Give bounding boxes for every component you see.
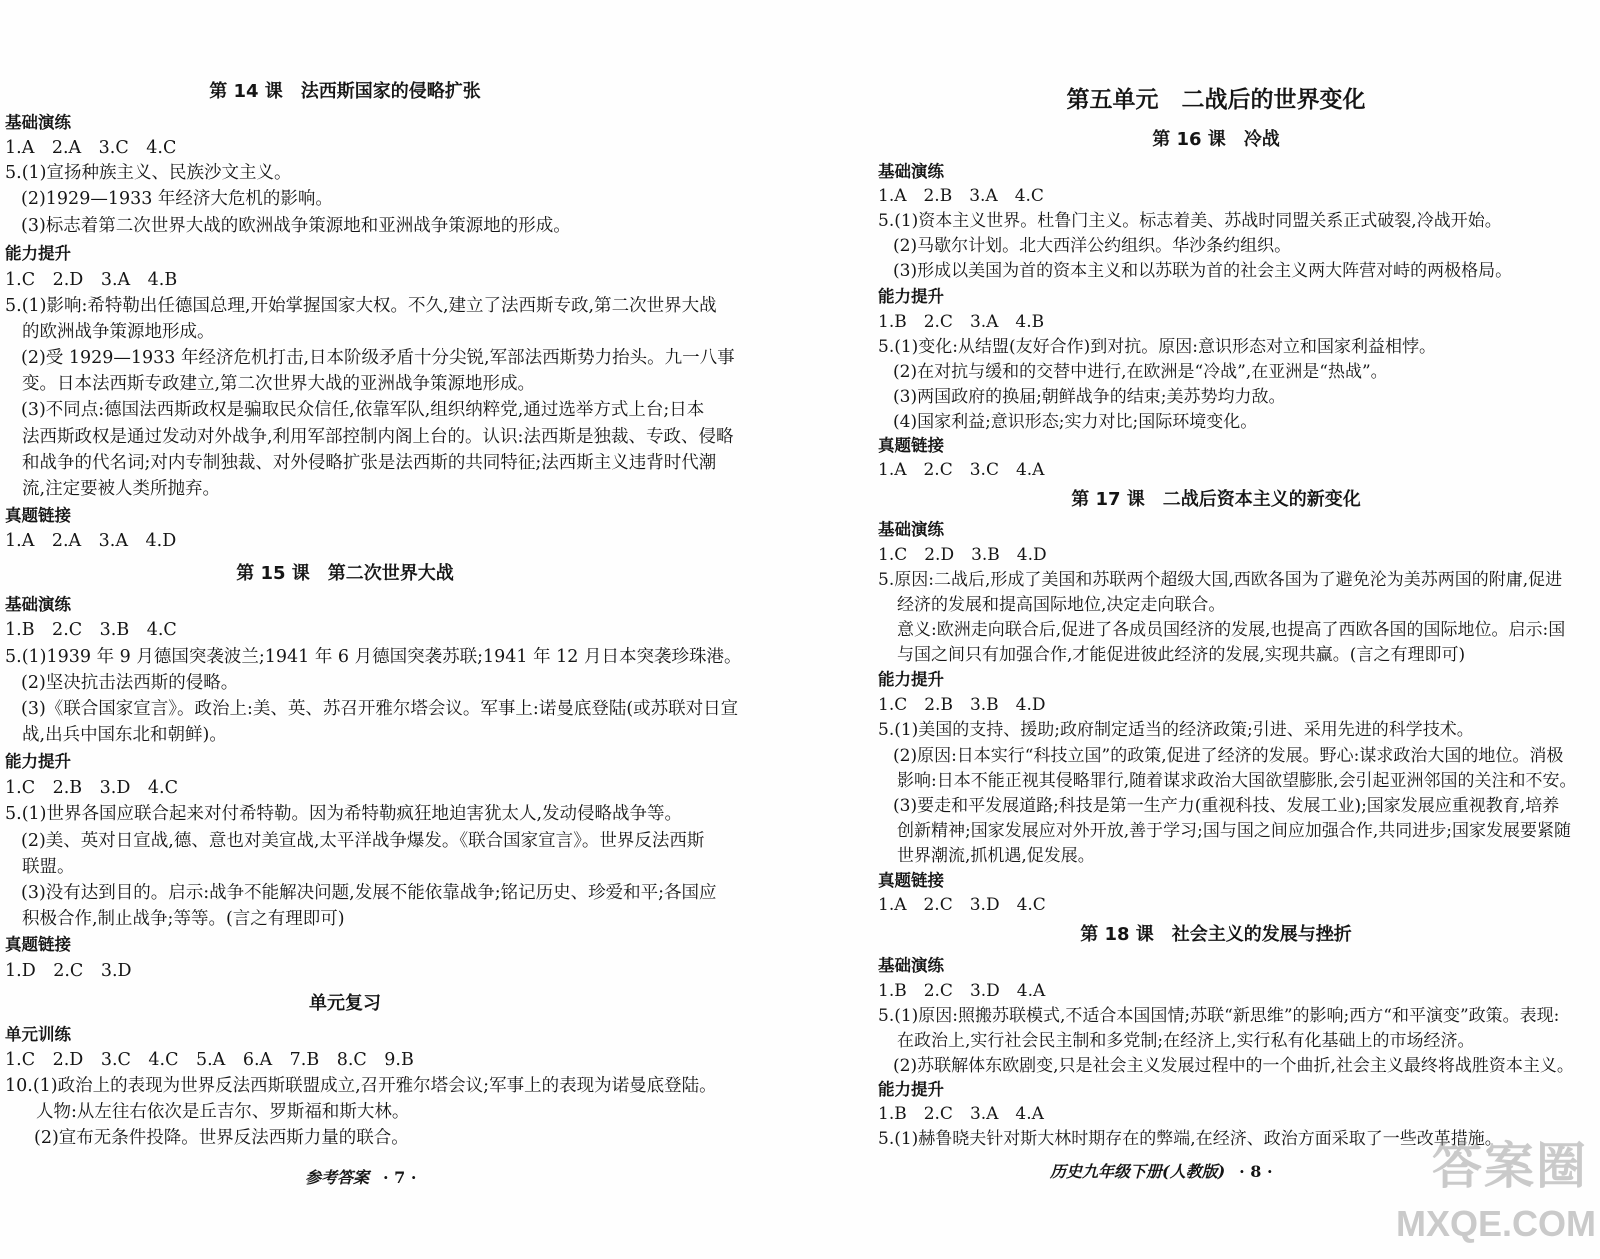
- footer-label: 参考答案: [305, 1168, 370, 1187]
- answer-line: (3)形成以美国为首的资本主义和以苏联为首的社会主义两大阵营对峙的两极格局。: [893, 261, 1513, 281]
- answer-line: (2)马歇尔计划。北大西洋公约组织。华沙条约组织。: [893, 236, 1292, 256]
- answer-line: 人物:从左往右依次是丘吉尔、罗斯福和斯大林。: [36, 1102, 410, 1122]
- answer-line: (3)要走和平发展道路;科技是第一生产力(重视科技、发展工业);国家发展应重视教育,培养: [893, 796, 1560, 816]
- section-heading-exam: 真题链接: [5, 506, 71, 525]
- page-number: · 7 ·: [383, 1168, 417, 1187]
- section-heading-basic: 基础演练: [5, 595, 71, 614]
- answer-line: 1.A 2.B 3.A 4.C: [878, 186, 1044, 206]
- answer-line: 经济的发展和提高国际地位,决定走向联合。: [897, 595, 1226, 615]
- section-heading-ability: 能力提升: [5, 752, 71, 771]
- answer-line: 1.A 2.C 3.C 4.A: [878, 460, 1045, 480]
- answer-line: 1.C 2.D 3.A 4.B: [5, 270, 178, 290]
- answer-line: (2)在对抗与缓和的交替中进行,在欧洲是“冷战”,在亚洲是“热战”。: [893, 362, 1388, 382]
- answer-line: (2)宣布无条件投降。世界反法西斯力量的联合。: [34, 1128, 409, 1148]
- answer-line: (4)国家利益;意识形态;实力对比;国际环境变化。: [893, 412, 1258, 432]
- section-heading-exam: 真题链接: [878, 436, 944, 455]
- watermark-site: MXQE.COM: [1395, 1203, 1596, 1244]
- answer-line: 1.B 2.C 3.A 4.B: [878, 312, 1045, 332]
- page-number: · 8 ·: [1239, 1162, 1273, 1181]
- section-heading-ability: 能力提升: [878, 1080, 944, 1099]
- answer-line: 10.(1)政治上的表现为世界反法西斯联盟成立,召开雅尔塔会议;军事上的表现为诺曼底登陆。: [5, 1076, 717, 1096]
- answer-line: 意义:欧洲走向联合后,促进了各成员国经济的发展,也提高了西欧各国的国际地位。启示:国: [897, 620, 1566, 640]
- answer-line: 的欧洲战争策源地形成。: [22, 322, 215, 342]
- lesson-title: 第 14 课 法西斯国家的侵略扩张: [209, 81, 481, 102]
- answer-line: 1.C 2.B 3.B 4.D: [878, 695, 1046, 715]
- answer-line: 5.(1)原因:照搬苏联模式,不适合本国国情;苏联“新思维”的影响;西方“和平演变”政策。表现:: [878, 1006, 1560, 1026]
- answer-line: 1.C 2.D 3.B 4.D: [878, 545, 1047, 565]
- answer-line: (2)受 1929—1933 年经济危机打击,日本阶级矛盾十分尖锐,军部法西斯势力抬头。九一八事: [21, 348, 735, 368]
- section-heading-basic: 基础演练: [878, 520, 944, 539]
- page-footer-left: [305, 1166, 416, 1190]
- answer-line: 1.A 2.A 3.A 4.D: [5, 531, 177, 551]
- section-heading-exam: 真题链接: [878, 871, 944, 890]
- answer-line: 1.D 2.C 3.D: [5, 961, 132, 981]
- answer-line: 世界潮流,抓机遇,促发展。: [897, 846, 1095, 866]
- unit-title: 第五单元 二战后的世界变化: [1066, 87, 1366, 113]
- watermark-logo: 答案圈: [1432, 1137, 1588, 1195]
- lesson-title: 第 17 课 二战后资本主义的新变化: [1071, 489, 1361, 510]
- answer-line: 变。日本法西斯专政建立,第二次世界大战的亚洲战争策源地形成。: [22, 374, 536, 394]
- answer-line: (3)《联合国家宣言》。政治上:美、英、苏召开雅尔塔会议。军事上:诺曼底登陆(或苏联对日宣: [21, 699, 739, 719]
- answer-line: (2)美、英对日宣战,德、意也对美宣战,太平洋战争爆发。《联合国家宣言》。世界反法西斯: [21, 831, 705, 851]
- answer-line: 5.(1)美国的支持、援助;政府制定适当的经济政策;引进、采用先进的科学技术。: [878, 720, 1474, 740]
- footer-label: 历史九年级下册(人教版): [1050, 1162, 1226, 1181]
- answer-line: 5.(1)1939 年 9 月德国突袭波兰;1941 年 6 月德国突袭苏联;1941 年 12 月日本突袭珍珠港。: [5, 647, 742, 667]
- answer-line: 在政治上,实行社会民主制和多党制;在经济上,实行私有化基础上的市场经济。: [897, 1031, 1475, 1051]
- answer-line: (3)标志着第二次世界大战的欧洲战争策源地和亚洲战争策源地的形成。: [21, 216, 571, 236]
- answer-line: 1.A 2.C 3.D 4.C: [878, 895, 1046, 915]
- answer-line: 流,注定要被人类所抛弃。: [22, 479, 221, 499]
- section-heading-basic: 基础演练: [878, 956, 944, 975]
- answer-line: 1.A 2.A 3.C 4.C: [5, 138, 177, 158]
- answer-line: 1.B 2.C 3.D 4.A: [878, 981, 1046, 1001]
- review-title: 单元复习: [309, 993, 381, 1014]
- answer-line: 1.C 2.D 3.C 4.C 5.A 6.A 7.B 8.C 9.B: [5, 1050, 414, 1070]
- answer-line: 1.B 2.C 3.B 4.C: [5, 620, 177, 640]
- section-heading-ability: 能力提升: [878, 670, 944, 689]
- section-heading-basic: 基础演练: [878, 162, 944, 181]
- answer-line: 1.C 2.B 3.D 4.C: [5, 778, 178, 798]
- answer-line: 和战争的代名词;对内专制独裁、对外侵略扩张是法西斯的共同特征;法西斯主义违背时代潮: [22, 453, 717, 473]
- answer-line: 积极合作,制止战争;等等。(言之有理即可): [22, 909, 345, 929]
- answer-line: (2)原因:日本实行“科技立国”的政策,促进了经济的发展。野心:谋求政治大国的地位。消极: [893, 746, 1564, 766]
- answer-line: (3)没有达到目的。启示:战争不能解决问题,发展不能依靠战争;铭记历史、珍爱和平;各国应: [21, 883, 717, 903]
- answer-line: 与国之间只有加强合作,才能促进彼此经济的发展,实现共赢。(言之有理即可): [897, 645, 1466, 665]
- answer-line: 5.(1)世界各国应联合起来对付希特勒。因为希特勒疯狂地迫害犹太人,发动侵略战争等。: [5, 804, 683, 824]
- answer-line: 5.(1)赫鲁晓夫针对斯大林时期存在的弊端,在经济、政治方面采取了一些改革措施。: [878, 1129, 1502, 1149]
- answer-line: 影响:日本不能正视其侵略罪行,随着谋求政治大国欲望膨胀,会引起亚洲邻国的关注和不安。: [897, 771, 1577, 791]
- section-heading-ability: 能力提升: [5, 244, 71, 263]
- answer-line: (3)两国政府的换届;朝鲜战争的结束;美苏势均力敌。: [893, 387, 1286, 407]
- section-heading-training: 单元训练: [5, 1025, 71, 1044]
- answer-line: 联盟。: [22, 857, 75, 877]
- answer-line: 法西斯政权是通过发动对外战争,利用军部控制内阁上台的。认识:法西斯是独裁、专政、侵略: [22, 427, 734, 447]
- answer-line: (2)1929—1933 年经济大危机的影响。: [21, 189, 333, 209]
- section-heading-ability: 能力提升: [878, 287, 944, 306]
- lesson-title: 第 15 课 第二次世界大战: [236, 563, 454, 584]
- answer-line: 5.(1)变化:从结盟(友好合作)到对抗。原因:意识形态对立和国家利益相悖。: [878, 337, 1437, 357]
- lesson-title: 第 18 课 社会主义的发展与挫折: [1080, 924, 1352, 945]
- answer-line: 创新精神;国家发展应对外开放,善于学习;国与国之间应加强合作,共同进步;国家发展要紧随: [897, 821, 1571, 841]
- answer-line: (2)坚决抗击法西斯的侵略。: [21, 673, 239, 693]
- answer-line: 5.(1)资本主义世界。杜鲁门主义。标志着美、苏战时同盟关系正式破裂,冷战开始。: [878, 211, 1502, 231]
- answer-line: 5.原因:二战后,形成了美国和苏联两个超级大国,西欧各国为了避免沦为美苏两国的附庸,促进: [878, 570, 1563, 590]
- answer-line: 1.B 2.C 3.A 4.A: [878, 1104, 1044, 1124]
- section-heading-exam: 真题链接: [5, 935, 71, 954]
- section-heading-basic: 基础演练: [5, 113, 71, 132]
- lesson-title: 第 16 课 冷战: [1152, 129, 1280, 150]
- answer-line: 5.(1)影响:希特勒出任德国总理,开始掌握国家大权。不久,建立了法西斯专政,第二次世界大战: [5, 296, 717, 316]
- answer-line: (3)不同点:德国法西斯政权是骗取民众信任,依靠军队,组织纳粹党,通过选举方式上台;日本: [21, 400, 705, 420]
- page-footer-right: [1050, 1160, 1273, 1184]
- answer-line: 战,出兵中国东北和朝鲜)。: [22, 725, 227, 745]
- answer-line: 5.(1)宣扬种族主义、民族沙文主义。: [5, 163, 292, 183]
- answer-line: (2)苏联解体东欧剧变,只是社会主义发展过程中的一个曲折,社会主义最终将战胜资本主义。: [893, 1056, 1574, 1076]
